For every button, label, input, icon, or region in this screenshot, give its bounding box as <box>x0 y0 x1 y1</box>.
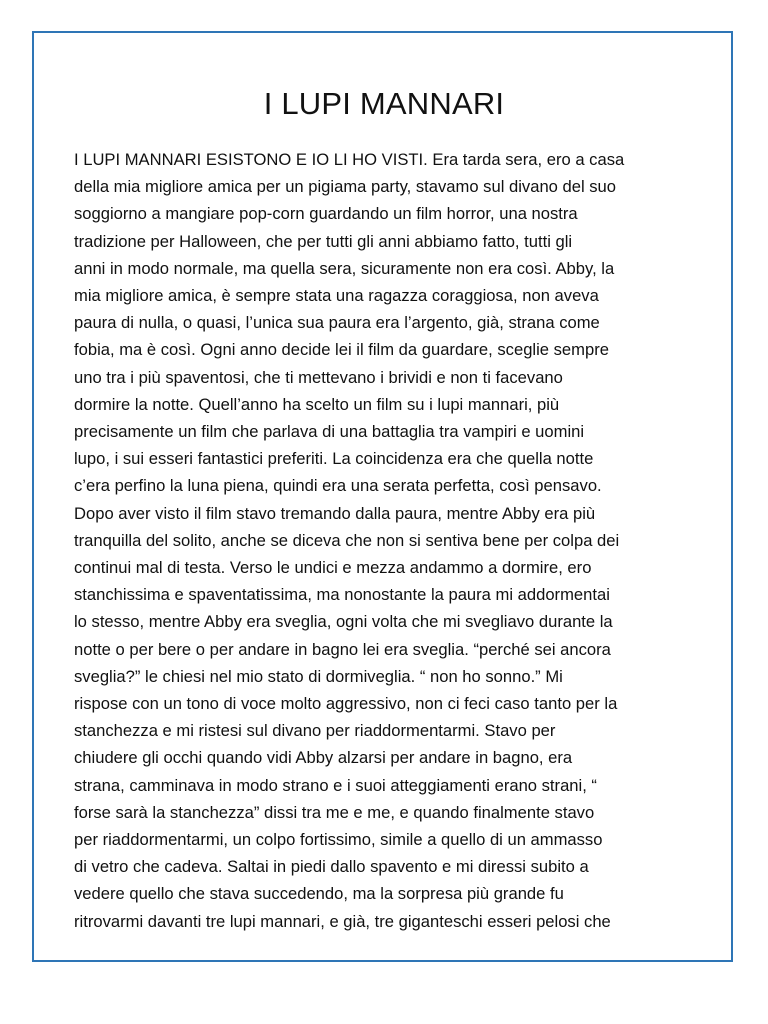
body-line: della mia migliore amica per un pigiama party, stavamo sul divano del suo <box>74 177 617 197</box>
body-line: c’era perfino la luna piena, quindi era una serata perfetta, così pensavo. <box>74 476 602 496</box>
body-line: di vetro che cadeva. Saltai in piedi dallo spavento e mi diressi subito a <box>74 857 589 877</box>
body-line: tradizione per Halloween, che per tutti gli anni abbiamo fatto, tutti gli <box>74 231 573 251</box>
body-line: notte o per bere o per andare in bagno lei era sveglia. “perché sei ancora <box>74 639 611 659</box>
body-line: mia migliore amica, è sempre stata una ragazza coraggiosa, non aveva <box>74 286 599 306</box>
body-line: continui mal di testa. Verso le undici e mezza andammo a dormire, ero <box>74 558 592 578</box>
body-line: tranquilla del solito, anche se diceva che non si sentiva bene per colpa dei <box>74 530 620 550</box>
body-line: strana, camminava in modo strano e i suoi atteggiamenti erano strani, “ <box>74 775 597 795</box>
document-title: I LUPI MANNARI <box>263 86 505 121</box>
body-line: ritrovarmi davanti tre lupi mannari, e già, tre giganteschi esseri pelosi che <box>74 911 611 931</box>
body-line: vedere quello che stava succedendo, ma la sorpresa più grande fu <box>74 884 564 904</box>
body-line: lo stesso, mentre Abby era sveglia, ogni volta che mi svegliavo durante la <box>74 612 613 632</box>
body-line: anni in modo normale, ma quella sera, sicuramente non era così. Abby, la <box>74 258 615 278</box>
body-line: precisamente un film che parlava di una battaglia tra vampiri e uomini <box>74 422 585 442</box>
body-line: dormire la notte. Quell’anno ha scelto un film su i lupi mannari, più <box>74 394 560 414</box>
document-body <box>74 146 698 935</box>
body-line: paura di nulla, o quasi, l’unica sua paura era l’argento, già, strana come <box>74 313 600 333</box>
body-line: uno tra i più spaventosi, che ti mettevano i brividi e non ti facevano <box>74 367 563 387</box>
body-line: soggiorno a mangiare pop-corn guardando un film horror, una nostra <box>74 204 578 224</box>
body-line: fobia, ma è così. Ogni anno decide lei il film da guardare, sceglie sempre <box>74 340 609 360</box>
body-line: chiudere gli occhi quando vidi Abby alzarsi per andare in bagno, era <box>74 748 573 768</box>
body-line: forse sarà la stanchezza” dissi tra me e me, e quando finalmente stavo <box>74 802 595 822</box>
body-line: rispose con un tono di voce molto aggressivo, non ci feci caso tanto per la <box>74 694 618 714</box>
body-line: lupo, i sui esseri fantastici preferiti. La coincidenza era che quella notte <box>74 449 594 469</box>
body-line: per riaddormentarmi, un colpo fortissimo, simile a quello di un ammasso <box>74 830 603 850</box>
body-line: Dopo aver visto il film stavo tremando dalla paura, mentre Abby era più <box>74 503 596 523</box>
body-line: sveglia?” le chiesi nel mio stato di dormiveglia. “ non ho sonno.” Mi <box>74 666 563 686</box>
body-line: I LUPI MANNARI ESISTONO E IO LI HO VISTI. Era tarda sera, ero a casa <box>74 150 625 169</box>
body-line: stanchezza e mi ristesi sul divano per riaddormentarmi. Stavo per <box>74 721 556 741</box>
body-line: stanchissima e spaventatissima, ma nonostante la paura mi addormentai <box>74 585 610 605</box>
